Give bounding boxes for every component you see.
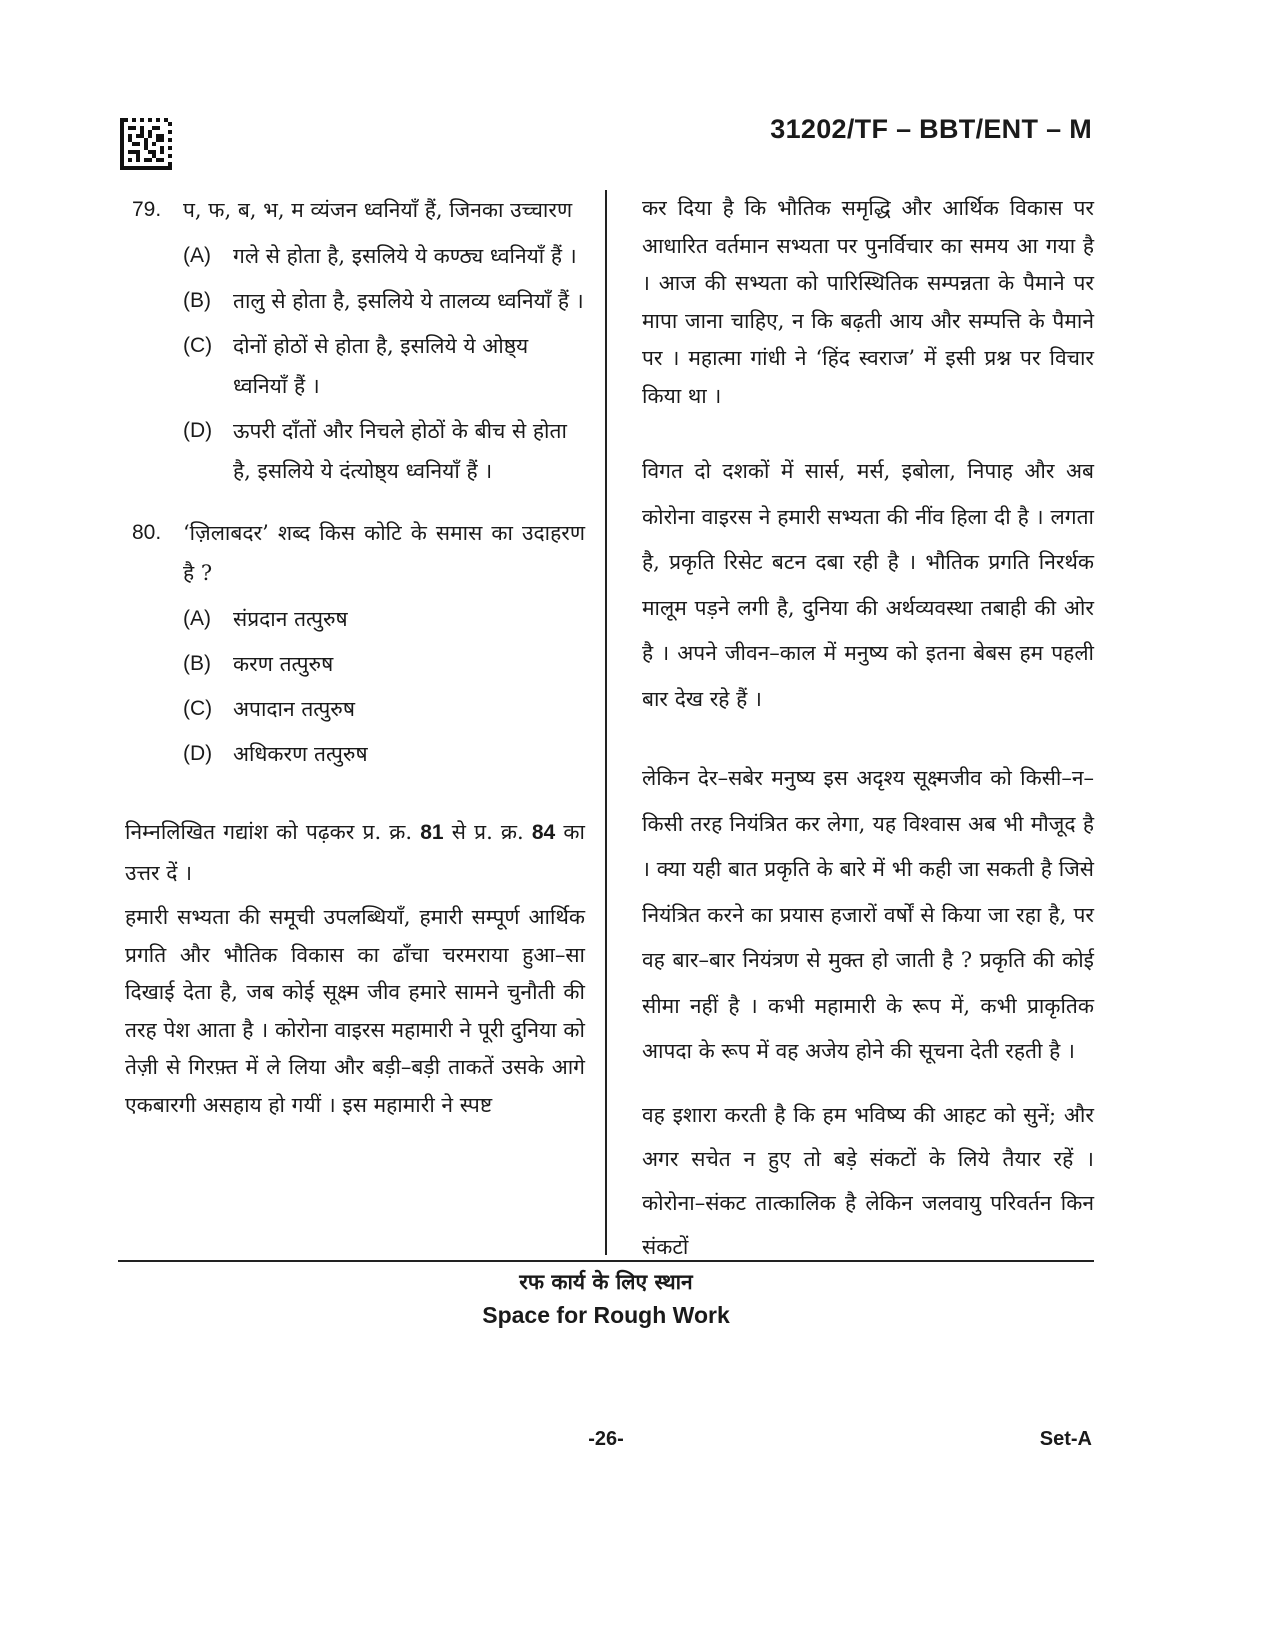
right-column: [642, 190, 1094, 1269]
option-d: [183, 411, 585, 491]
option-label: (D): [183, 419, 213, 442]
rough-work-heading-hindi: रफ कार्य के लिए स्थान: [519, 1269, 693, 1294]
option-text: करण तत्पुरुष: [233, 652, 334, 676]
question-number: 80.: [132, 521, 162, 544]
instruction-end-number: 84: [531, 821, 556, 844]
option-label: (D): [183, 742, 213, 765]
passage-paragraph-1: हमारी सभ्यता की समूची उपलब्धियाँ, हमारी सम्पूर्ण आर्थिक प्रगति और भौतिक विकास का ढाँचा चरमराया हुआ–सा दिखाई देता है, जब कोई सूक्ष्म जीव हमारे सामने चुनौती की तरह पेश आता है । कोरोना वाइरस महामारी ने पूरी दुनिया को तेज़ी से गिरफ़्त में ले लिया और बड़ी–बड़ी ताकतें उसके आगे एकबारगी असहाय हो गयीं । इस महामारी ने स्पष्ट: [125, 905, 585, 1117]
option-text: ऊपरी दाँतों और निचले होठों के बीच से होता है, इसलिये ये दंत्योष्ठ्य ध्वनियाँ हैं ।: [233, 419, 567, 483]
option-label: (B): [183, 289, 211, 312]
question-text: प, फ, ब, भ, म व्यंजन ध्वनियाँ हैं, जिनका उच्चारण: [183, 198, 573, 222]
option-b: [183, 281, 585, 321]
option-c: [183, 326, 585, 406]
instruction-start-number: 81: [420, 821, 444, 844]
option-label: (C): [183, 334, 213, 357]
option-text: संप्रदान तत्पुरुष: [233, 607, 348, 631]
options-list: [183, 236, 585, 491]
option-a: [183, 599, 585, 639]
option-text: दोनों होठों से होता है, इसलिये ये ओष्ठ्य ध्वनियाँ हैं ।: [233, 334, 529, 398]
option-label: (C): [183, 697, 213, 720]
rough-work-divider: [118, 1260, 1094, 1262]
option-a: [183, 236, 585, 276]
instruction-text: निम्नलिखित गद्यांश को पढ़कर प्र. क्र.: [125, 820, 413, 844]
option-text: अपादान तत्पुरुष: [233, 697, 355, 721]
options-list: [183, 599, 585, 774]
option-label: (B): [183, 652, 211, 675]
question-number: 79.: [132, 198, 162, 221]
option-d: [183, 734, 585, 774]
question-79: [125, 190, 585, 491]
passage-instruction: [125, 812, 585, 893]
option-text: तालु से होता है, इसलिये ये तालव्य ध्वनियाँ हैं ।: [233, 289, 584, 313]
option-c: [183, 689, 585, 729]
option-text: गले से होता है, इसलिये ये कण्ठ्य ध्वनियाँ हैं ।: [233, 244, 577, 268]
passage-paragraph-3: लेकिन देर–सबेर मनुष्य इस अदृश्य सूक्ष्मजीव को किसी–न–किसी तरह नियंत्रित कर लेगा, यह विश्वास अब भी मौजूद है । क्या यही बात प्रकृति के बारे में भी कही जा सकती है जिसे नियंत्रित करने का प्रयास हजारों वर्षों से किया जा रहा है, पर वह बार–बार नियंत्रण से मुक्त हो जाती है ? प्रकृति की कोई सीमा नहीं है । कभी महामारी के रूप में, कभी प्राकृतिक आपदा के रूप में वह अजेय होने की सूचना देती रहती है ।: [642, 766, 1094, 1063]
option-b: [183, 644, 585, 684]
option-label: (A): [183, 244, 211, 267]
paper-code: 31202/TF – BBT/ENT – M: [770, 114, 1092, 144]
question-80: [125, 513, 585, 774]
column-divider: [605, 190, 607, 1255]
qr-code-icon: [120, 118, 172, 170]
page-number: -26-: [588, 1428, 624, 1450]
question-text: ‘ज़िलाबदर’ शब्द किस कोटि के समास का उदाहरण है ?: [183, 521, 585, 585]
passage-paragraph-4: वह इशारा करती है कि हम भविष्य की आहट को सुनें; और अगर सचेत न हुए तो बड़े संकटों के लिये तैयार रहें । कोरोना–संकट तात्कालिक है लेकिन जलवायु परिवर्तन किन संकटों: [642, 1102, 1094, 1259]
left-column: [125, 190, 585, 1124]
option-label: (A): [183, 607, 211, 630]
option-text: अधिकरण तत्पुरुष: [233, 742, 368, 766]
passage-paragraph-2: विगत दो दशकों में सार्स, मर्स, इबोला, निपाह और अब कोरोना वाइरस ने हमारी सभ्यता की नींव हिला दी है । लगता है, प्रकृति रिसेट बटन दबा रही है । भौतिक प्रगति निरर्थक मालूम पड़ने लगी है, दुनिया की अर्थव्यवस्था तबाही की ओर है । अपने जीवन–काल में मनुष्य को इतना बेबस हम पहली बार देख रहे हैं ।: [642, 459, 1094, 711]
set-label: Set-A: [1039, 1428, 1092, 1450]
instruction-text: से प्र. क्र.: [451, 820, 524, 844]
instruction-text: का उत्तर दें ।: [125, 820, 585, 885]
passage-paragraph-1-continued: कर दिया है कि भौतिक समृद्धि और आर्थिक विकास पर आधारित वर्तमान सभ्यता पर पुनर्विचार का समय आ गया है । आज की सभ्यता को पारिस्थितिक सम्पन्नता के पैमाने पर मापा जाना चाहिए, न कि बढ़ती आय और सम्पत्ति के पैमाने पर । महात्मा गांधी ने ‘हिंद स्वराज’ में इसी प्रश्न पर विचार किया था ।: [642, 196, 1094, 408]
rough-work-heading-english: Space for Rough Work: [482, 1302, 730, 1328]
